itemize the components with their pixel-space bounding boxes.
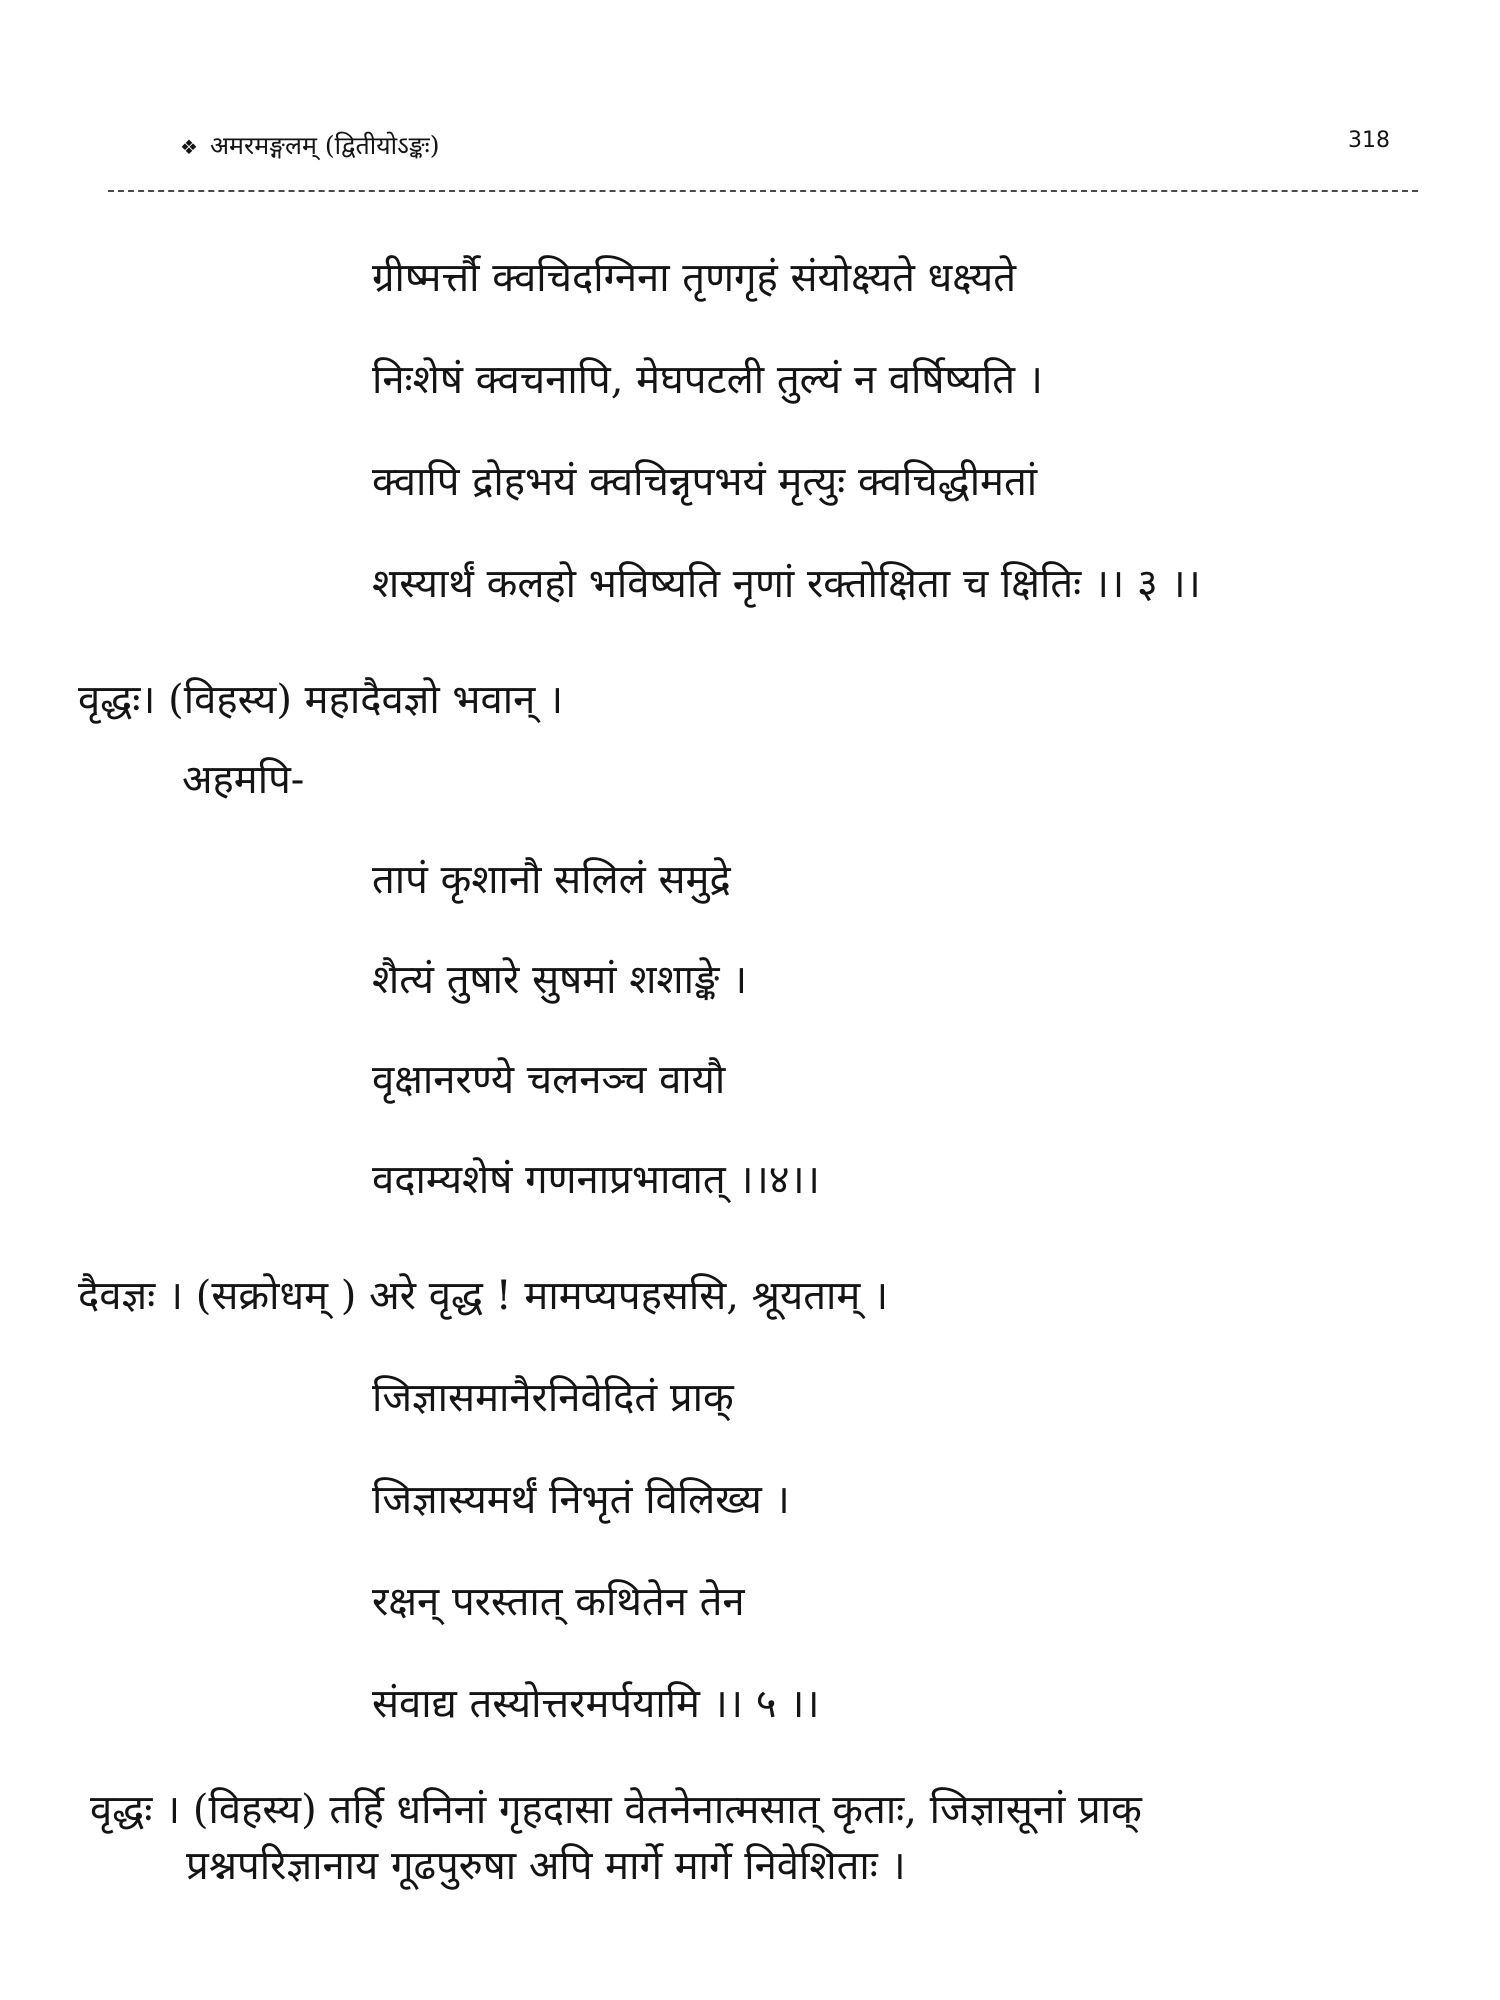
- speech-daivajna: दैवज्ञः । (सक्रोधम् ) अरे वृद्ध ! मामप्यपहससि, श्रूयताम् ।: [78, 1273, 889, 1319]
- header-divider: [108, 190, 1418, 192]
- speech-vriddha-1-continuation: अहमपि-: [182, 757, 305, 803]
- verse-5-line-1: जिज्ञासमानैरनिवेदितं प्राक्: [372, 1375, 734, 1421]
- speech-vriddha-2: [90, 1782, 1430, 1894]
- speech-vriddha-2-line-1: वृद्धः । (विहस्य) तर्हि धनिनां गृहदासा वेतनेनात्मसात् कृताः, जिज्ञासूनां प्राक्: [90, 1787, 1142, 1833]
- verse-3-line-4: शस्यार्थं कलहो भविष्यति नृणां रक्तोक्षिता च क्षितिः ।। ३ ।।: [372, 561, 1201, 607]
- verse-4-line-2: शैत्यं तुषारे सुषमां शशाङ्के ।: [372, 957, 748, 1003]
- verse-5-line-3: रक्षन् परस्तात् कथितेन तेन: [372, 1579, 745, 1625]
- header-title-group: [180, 128, 439, 162]
- ornament-icon: ❖: [180, 135, 198, 159]
- verse-3-line-1: ग्रीष्मर्त्तौ क्वचिदग्निना तृणगृहं संयोक्ष्यते धक्ष्यते: [372, 255, 1017, 301]
- header-title: अमरमङ्गलम् (द्वितीयोऽङ्कः): [209, 131, 440, 160]
- speech-vriddha-2-line-2: प्रश्नपरिज्ञानाय गूढपुरुषा अपि मार्गे मार्गे निवेशिताः ।: [186, 1843, 906, 1889]
- verse-3-line-2: निःशेषं क्वचनापि, मेघपटली तुल्यं न वर्षिष्यति ।: [372, 357, 1043, 403]
- verse-4-line-4: वदाम्यशेषं गणनाप्रभावात् ।।४।।: [372, 1157, 820, 1203]
- speech-vriddha-1: वृद्धः। (विहस्य) महादैवज्ञो भवान् ।: [78, 677, 564, 723]
- verse-4-line-3: वृक्षानरण्ये चलनञ्च वायौ: [372, 1057, 726, 1103]
- verse-4-line-1: तापं कृशानौ सलिलं समुद्रे: [372, 857, 731, 903]
- verse-3-line-3: क्वापि द्रोहभयं क्वचिन्नृपभयं मृत्युः क्वचिद्धीमतां: [372, 459, 1038, 505]
- verse-5-line-4: संवाद्य तस्योत्तरमर्पयामि ।। ५ ।।: [372, 1681, 820, 1727]
- running-header: [180, 128, 1390, 168]
- page-number: 318: [1348, 128, 1390, 153]
- verse-5-line-2: जिज्ञास्यमर्थं निभृतं विलिख्य ।: [372, 1477, 790, 1523]
